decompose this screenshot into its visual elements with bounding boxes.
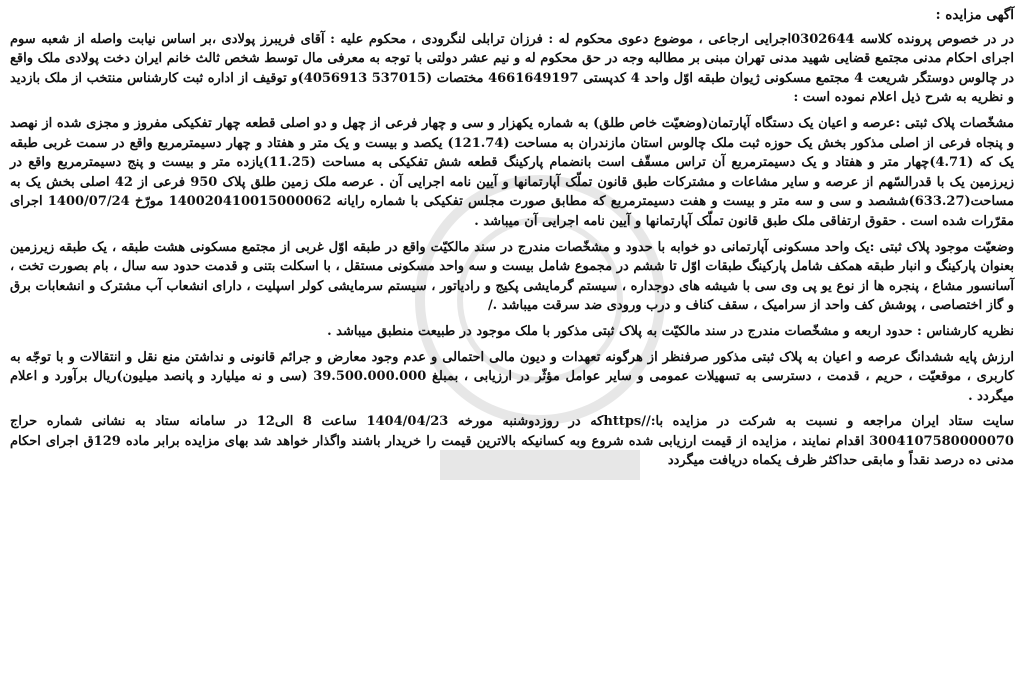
base-value-paragraph: ارزش پایه ششدانگ عرصه و اعیان به پلاک ثبتی مذکور صرفنظر از هرگونه تعهدات و دیون مالی احتمالی و عدم وجود معارض و جرائم قانونی و نداشتن منع نقل و انتقالات و با توجّه به کاربری ، موقعیّت ، حریم ، قدمت ، دسترسی به تسهیلات عمومی و سایر عوامل مؤثّر در ارزیابی ، بمبلغ 39.500.000.000 (سی و نه میلیارد و پانصد میلیون)ریال برآورد و اعلام میگردد . — [10, 349, 1015, 404]
expert-opinion-paragraph: نظریه کارشناس : حدود اربعه و مشخّصات مندرج در سند مالکیّت به پلاک ثبتی مذکور با ملک موجود در طبیعت منطبق میباشد . — [327, 323, 1014, 339]
case-intro-paragraph: در در خصوص پرونده کلاسه 0302644اجرایی ارجاعی ، موضوع دعوی محکوم له : فرزان ترابلی لنگرودی ، محکوم علیه : آقای فریبرز پولادی ،بر اساس نیابت واصله از شعبه سوم اجرای احکام مدنی مجتمع قضایی شهید مدنی تهران مبنی بر مطالبه وجه در حق محکوم له و نیم عشر دولتی با توجه به معرفی مال توسط شخص ثالث خانم ایران دخت پولادی ملک واقع در چالوس دوستگر شریعت 4 مجتمع مسکونی ژیوان طبقه اوّل واحد 4 کدپستی 4661649197 مختصات (537015 4056913)و توقیف از اداره ثبت کارشناس منتخب از ملک بازدید و نظریه به شرح ذیل اعلام نموده است : — [10, 31, 1015, 106]
auction-procedure-paragraph: سایت ستاد ایران مراجعه و نسبت به شرکت در مزایده با://httpsکه در روزدوشنبه مورخه 1404/04/23 ساعت 8 الی12 در سامانه ستاد به نشانی شماره حراج 3004107580000070 اقدام نمایند ، مزایده از قیمت ارزیابی شده شروع وبه کسانیکه بالاترین قیمت را خریدار باشند واگذار خواهد شد بهای مزایده برابر ماده 129ق اجرای احکام مدنی ده درصد نقداً و مابقی حداکثر ظرف یکماه دریافت میگردد — [10, 414, 1014, 469]
auction-notice — [10, 6, 1014, 668]
registered-plot-specs-paragraph: مشخّصات پلاک ثبتی :عرصه و اعیان یک دستگاه آپارتمان(وضعیّت خاص طلق) به شماره یکهزار و سی و چهار فرعی از چهل و دو اصلی قطعه چهار تفکیکی مفروز و مجزی شده از نهصد و پنجاه فرعی از اصلی مذکور بخش یک حوزه ثبت ملک چالوس استان مازندران به مساحت (121.74) یکصد و بیست و یک متر و هفتاد و چهار دسیمترمربع واقع در سمت غربی طبقه یک که (4.71)چهار متر و هفتاد و یک دسیمترمربع آن تراس مسقّف است بانضمام پارکینگ قطعه شش تفکیکی به مساحت (11.25)یازده متر و بیست و پنج دسیمترمربع واقع در زیرزمین یک با قدرالسّهم از عرصه و سایر مشاعات و مشترکات طبق قانون تملّک آپارتمانها و آیین نامه اجرایی آن . عرصه ملک زمین طلق پلاک 950 فرعی از 42 اصلی بخش یک به مساحت(633.27)ششصد و سی و سه متر و بیست و هفت دسیمترمربع که مطابق صورت مجلس تفکیکی با شماره رایانه 140020410015000062 مورّخ 1400/07/24 اجرای مقرّرات شده است . حقوق ارتفاقی ملک طبق قانون تملّک آپارتمانها و آیین نامه اجرایی آن میباشد . — [10, 115, 1014, 229]
current-status-paragraph: وضعیّت موجود پلاک ثبتی :یک واحد مسکونی آپارتمانی دو خوابه با حدود و مشخّصات مندرج در سند مالکیّت واقع در طبقه اوّل غربی از مجتمع مسکونی هشت طبقه ، یک طبقه زیرزمین بعنوان پارکینگ و انبار طبقه همکف شامل پارکینگ طبقات اوّل تا ششم در مجموع شامل بیست و سه واحد مسکونی مستقل ، با اسکلت بتنی و قدمت حدود سه سال ، بام بصورت تخت ، آسانسور مشاع ، پنجره ها از نوع یو پی وی سی با شیشه های دوجداره ، سیستم گرمایشی پکیج و رادیاتور ، سیستم سرمایشی کولر اسپلیت ، دارای انشعاب آب مشترک و انشعابات برق و گاز اختصاصی ، پوشش کف واحد از سرامیک ، سقف کناف و درب ورودی ضد سرقت میباشد ./ — [10, 239, 1014, 314]
notice-title: آگهی مزایده : — [935, 7, 1014, 23]
